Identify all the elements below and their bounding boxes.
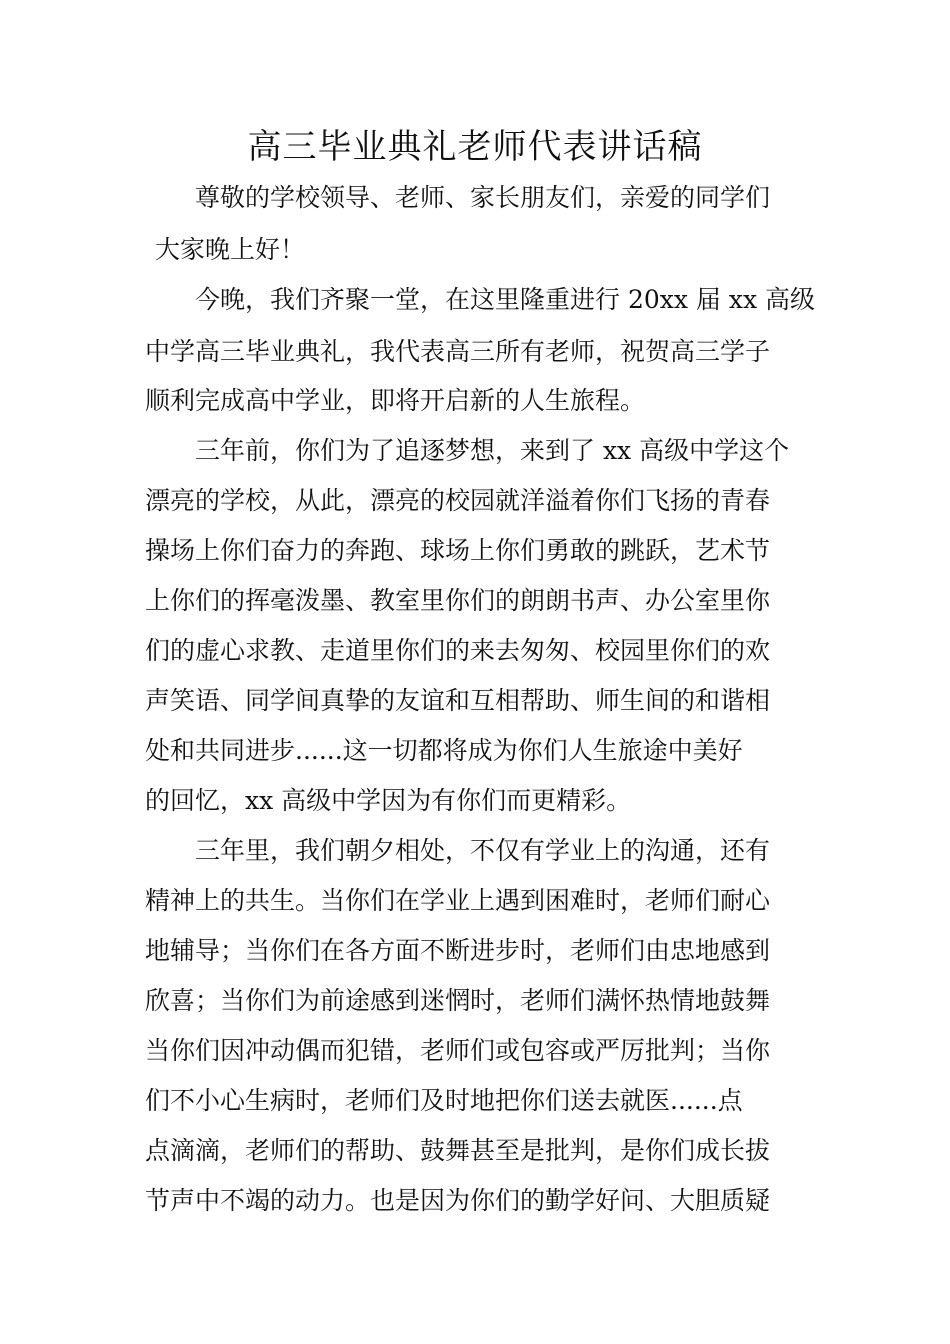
paragraph-line: 精神上的共生。当你们在学业上遇到困难时，老师们耐心 — [145, 886, 771, 915]
paragraph-line: 欣喜；当你们为前途感到迷惘时，老师们满怀热情地鼓舞 — [145, 986, 771, 1015]
paragraph-line: 们的虚心求教、走道里你们的来去匆匆、校园里你们的欢 — [145, 636, 771, 665]
paragraph-line: 操场上你们奋力的奔跑、球场上你们勇敢的跳跃，艺术节 — [145, 536, 771, 565]
paragraph-line: 漂亮的学校，从此，漂亮的校园就洋溢着你们飞扬的青春 — [145, 486, 771, 515]
paragraph-line: 地辅导；当你们在各方面不断进步时，老师们由忠地感到 — [145, 936, 771, 965]
paragraph-line: 声笑语、同学间真挚的友谊和互相帮助、师生间的和谐相 — [145, 686, 771, 715]
paragraph-line: 今晚，我们齐聚一堂，在这里隆重进行 20xx 届 xx 高级 — [195, 285, 815, 314]
paragraph-line: 处和共同进步......这一切都将成为你们人生旅途中美好 — [145, 736, 743, 765]
paragraph-line: 尊敬的学校领导、老师、家长朋友们，亲爱的同学们 — [195, 183, 771, 212]
paragraph-line: 们不小心生病时，老师们及时地把你们送去就医......点 — [145, 1086, 743, 1115]
paragraph-line: 上你们的挥毫泼墨、教室里你们的朗朗书声、办公室里你 — [145, 586, 771, 615]
paragraph-line: 的回忆，xx 高级中学因为有你们而更精彩。 — [145, 786, 632, 815]
paragraph-line: 当你们因冲动偶而犯错，老师们或包容或严厉批判；当你 — [145, 1036, 771, 1065]
paragraph-line: 大家晚上好！ — [155, 235, 306, 264]
paragraph-line: 三年里，我们朝夕相处，不仅有学业上的沟通，还有 — [195, 836, 771, 865]
paragraph-line: 节声中不竭的动力。也是因为你们的勤学好问、大胆质疑 — [145, 1186, 771, 1215]
paragraph-line: 顺利完成高中学业，即将开启新的人生旅程。 — [145, 386, 646, 415]
paragraph-line: 中学高三毕业典礼，我代表高三所有老师，祝贺高三学子 — [145, 337, 771, 366]
paragraph-line: 三年前，你们为了追逐梦想，来到了 xx 高级中学这个 — [195, 436, 790, 465]
paragraph-line: 点滴滴，老师们的帮助、鼓舞甚至是批判，是你们成长拔 — [145, 1136, 771, 1165]
document-title: 高三毕业典礼老师代表讲话稿 — [247, 127, 703, 167]
